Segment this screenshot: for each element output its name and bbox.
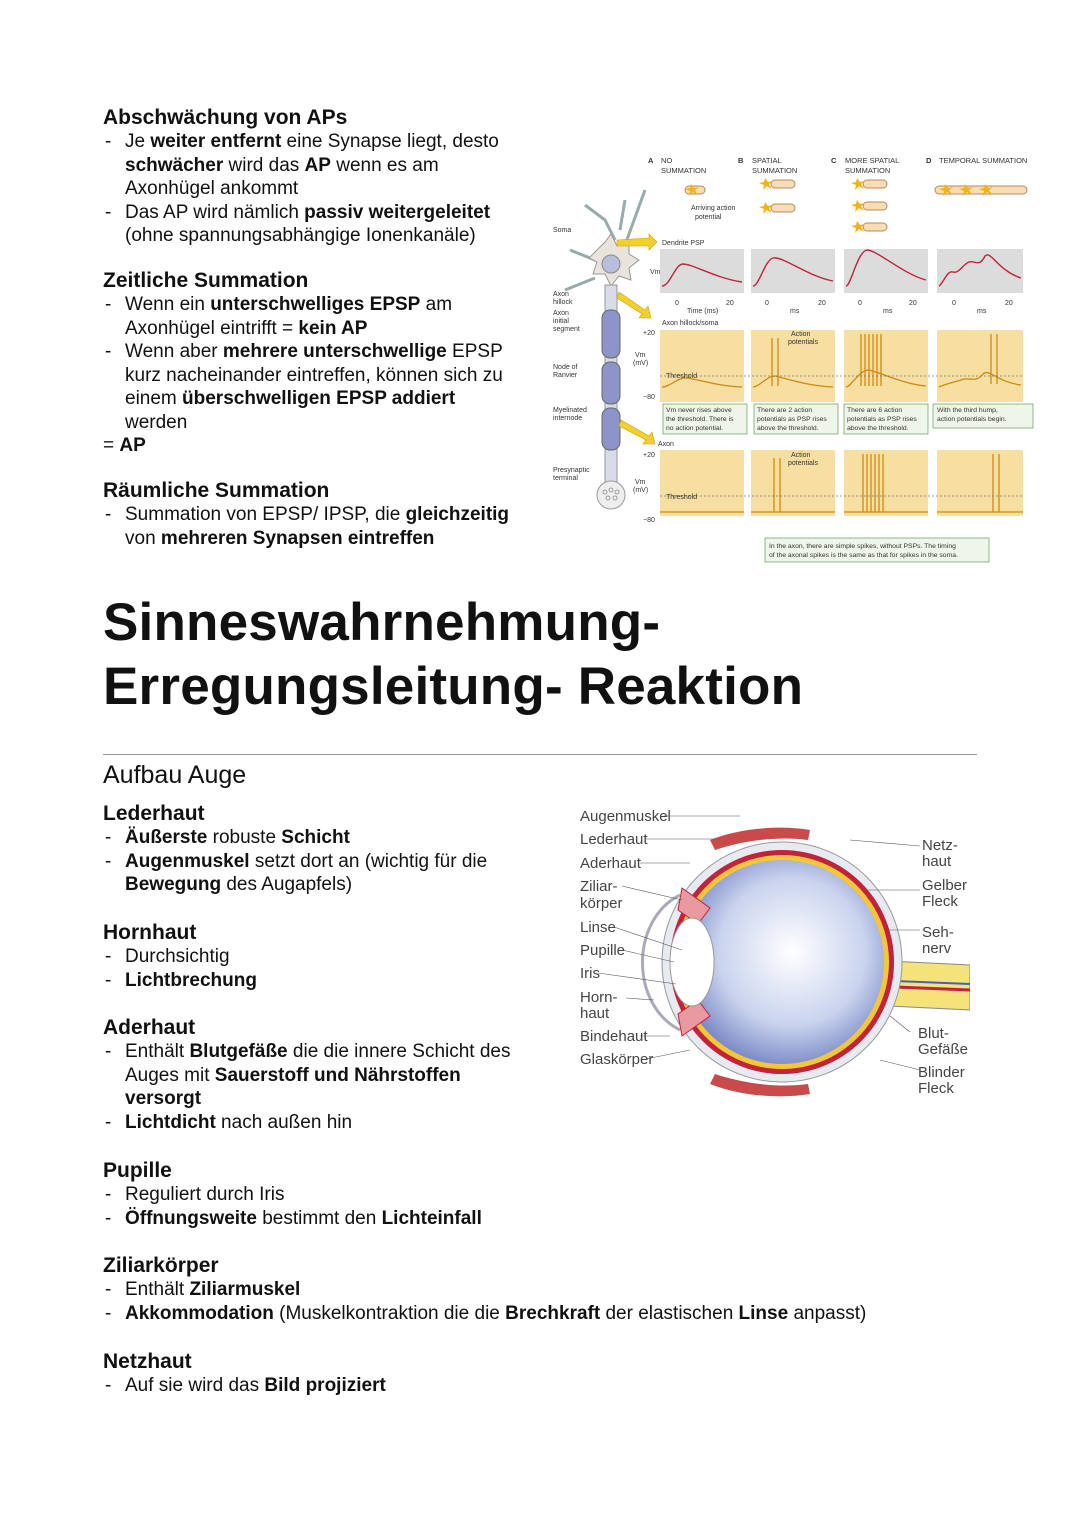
- svg-text:potentials as PSP rises: potentials as PSP rises: [847, 416, 917, 423]
- label-fleck: Fleck: [922, 893, 958, 910]
- svg-text:of the axonal spikes is the sa: of the axonal spikes is the same as that for spikes in the soma.: [769, 552, 958, 559]
- list-item: - Reguliert durch Iris: [103, 1183, 703, 1207]
- label-pupille: Pupille: [580, 942, 626, 959]
- threshold-label: Threshold: [666, 494, 698, 501]
- list-item-cont: Bewegung des Augapfels): [125, 874, 353, 895]
- label-augenmuskel: Augenmuskel: [580, 808, 671, 825]
- list-item: - Lichtbrechung: [103, 969, 553, 993]
- label-gelber: Gelber: [922, 877, 968, 894]
- col-b-label: B: [738, 156, 744, 165]
- myelinated-label: Myelinated: [553, 407, 587, 414]
- tick-label: 20: [1005, 300, 1013, 307]
- axis-label: +20: [643, 330, 655, 337]
- list-item-cont: einem überschwelligen EPSP addiert: [125, 388, 456, 409]
- section-title: Ziliarkörper: [103, 1254, 219, 1277]
- section-title: Aderhaut: [103, 1016, 196, 1039]
- tick-label: 0: [675, 300, 679, 307]
- axon-label: Axon: [658, 441, 674, 448]
- section-raeumliche-summation: [103, 479, 543, 550]
- label-blinder: Blinder: [918, 1064, 965, 1081]
- svg-text:no action potential.: no action potential.: [666, 425, 724, 432]
- vm-axis-label: Vm: [635, 352, 646, 359]
- section-ziliarkoerper: [103, 1254, 983, 1325]
- svg-text:In the axon, there are simple: In the axon, there are simple spikes, without PSPs. The timing: [769, 543, 956, 550]
- presynaptic-label: Presynaptic: [553, 467, 590, 474]
- list-item-cont: schwächer wird das AP wenn es am: [125, 154, 439, 176]
- arriving-label: Arriving action: [691, 205, 736, 212]
- list-item: - Summation von EPSP/ IPSP, die gleichzeitig: [103, 503, 543, 527]
- ap-label2: potentials: [788, 460, 818, 467]
- label-linse: Linse: [580, 919, 616, 936]
- col-c-title: MORE SPATIAL: [845, 156, 900, 165]
- section-title: Zeitliche Summation: [103, 269, 309, 292]
- section-title: Abschwächung von APs: [103, 106, 348, 129]
- panel: [937, 330, 1023, 402]
- list-item: - Lichtdicht nach außen hin: [103, 1111, 553, 1135]
- arrow-icon: [617, 292, 651, 318]
- label-netz: Netz-: [922, 837, 958, 854]
- panel: [844, 450, 928, 516]
- svg-text:With the third hump,: With the third hump,: [937, 407, 998, 414]
- presynaptic-label2: terminal: [553, 475, 578, 482]
- svg-text:There are 2 action: There are 2 action: [757, 407, 813, 414]
- subheading: Aufbau Auge: [103, 761, 247, 789]
- time-axis-label: Time (ms): [687, 308, 719, 315]
- list-item-cont: Axonhügel ankommt: [125, 178, 299, 199]
- arrow-icon: [619, 420, 655, 444]
- list-item-cont: Axonhügel eintrifft = kein AP: [125, 317, 368, 339]
- label-lederhaut: Lederhaut: [580, 831, 648, 848]
- panel: [660, 249, 744, 293]
- svg-text:the threshold. There is: the threshold. There is: [666, 416, 734, 423]
- svg-text:above the threshold.: above the threshold.: [847, 425, 909, 432]
- axon-hillock-label: Axon: [553, 291, 569, 298]
- section-aderhaut: [103, 1016, 553, 1134]
- hillock-soma-label: Axon hillock/soma: [662, 320, 719, 327]
- col-d-title: TEMPORAL SUMMATION: [939, 156, 1028, 165]
- col-c-title2: SUMMATION: [845, 166, 891, 175]
- col-d-label: D: [926, 156, 932, 165]
- axon-initial-label3: segment: [553, 326, 580, 333]
- ms-label: ms: [790, 308, 800, 315]
- vm-axis-label2: (mV): [633, 487, 649, 494]
- label-iris: Iris: [580, 965, 600, 982]
- panel: [660, 450, 744, 516]
- axon-hillock-label2: hillock: [553, 299, 573, 306]
- tick-label: 0: [765, 300, 769, 307]
- list-item: - Augenmuskel setzt dort an (wichtig für die: [103, 850, 553, 874]
- tick-label: 0: [952, 300, 956, 307]
- vm-axis-label: Vm: [635, 479, 646, 486]
- list-item: - Auf sie wird das Bild projiziert: [103, 1374, 703, 1398]
- lens: [670, 918, 714, 1006]
- label-nerv: nerv: [922, 940, 952, 957]
- axis-label: +20: [643, 452, 655, 459]
- summation-figure: [545, 150, 1040, 570]
- soma-panels: [660, 330, 1023, 402]
- svg-text:above the threshold.: above the threshold.: [757, 425, 819, 432]
- list-item-cont: von mehreren Synapsen eintreffen: [125, 527, 435, 549]
- label-haut: haut: [580, 1005, 610, 1022]
- svg-text:potentials as PSP rises: potentials as PSP rises: [757, 416, 827, 423]
- panel: [660, 330, 744, 402]
- col-b-title: SPATIAL: [752, 156, 782, 165]
- node-label2: Ranvier: [553, 372, 578, 379]
- list-item: - Öffnungsweite bestimmt den Lichteinfall: [103, 1207, 703, 1231]
- synapse-knob: [863, 180, 887, 188]
- section-abschwaechung: [103, 106, 543, 248]
- col-b-title2: SUMMATION: [752, 166, 798, 175]
- list-item: - Akkommodation (Muskelkontraktion die die Brechkraft der elastischen Linse anpasst): [103, 1302, 983, 1326]
- label-ziliar: Ziliar-: [580, 878, 618, 895]
- col-a-label: A: [648, 156, 654, 165]
- list-item-cont: Auges mit Sauerstoff und Nährstoffen: [125, 1064, 461, 1086]
- section-title: Lederhaut: [103, 802, 205, 825]
- label-seh: Seh-: [922, 924, 954, 941]
- list-item: - Wenn aber mehrere unterschwellige EPSP: [103, 340, 543, 364]
- panel: [937, 249, 1023, 293]
- svg-text:action potentials begin.: action potentials begin.: [937, 416, 1007, 423]
- divider: [103, 754, 977, 755]
- list-item: - Äußerste robuste Schicht: [103, 826, 553, 850]
- label-koerper: körper: [580, 895, 623, 912]
- panel: [844, 330, 928, 402]
- node-label: Node of: [553, 364, 578, 371]
- ms-label: ms: [977, 308, 987, 315]
- tick-label: 20: [726, 300, 734, 307]
- list-item-cont: kurz nacheinander eintreffen, können sich zu: [125, 364, 503, 386]
- ap-label: Action: [791, 331, 811, 338]
- ms-label: ms: [883, 308, 893, 315]
- panel: [937, 450, 1023, 516]
- col-a-title: NO: [661, 156, 673, 165]
- col-a-title2: SUMMATION: [661, 166, 707, 175]
- myelinated-label2: internode: [553, 415, 583, 422]
- list-item: - Enthält Ziliarmuskel: [103, 1278, 983, 1302]
- label-bindehaut: Bindehaut: [580, 1028, 648, 1045]
- ap-label: Action: [791, 452, 811, 459]
- title-line-1: Sinneswahrnehmung-: [103, 593, 661, 652]
- vm-axis-label2: (mV): [633, 360, 649, 367]
- axon-initial-label: Axon: [553, 310, 569, 317]
- arriving-label2: potential: [695, 214, 722, 221]
- label-fleck2: Fleck: [918, 1080, 954, 1097]
- tick-label: 20: [909, 300, 917, 307]
- axis-label: −80: [643, 394, 655, 401]
- synapse-knob: [771, 180, 795, 188]
- list-item: - Je weiter entfernt eine Synapse liegt, desto: [103, 130, 543, 154]
- section-pupille: [103, 1159, 703, 1230]
- section-title: Hornhaut: [103, 921, 197, 944]
- section-title: Netzhaut: [103, 1350, 192, 1373]
- synapse-knob: [863, 202, 887, 210]
- list-item-cont: werden: [125, 411, 188, 433]
- soma-label: Soma: [553, 227, 572, 234]
- list-item: - Durchsichtig: [103, 945, 553, 969]
- synapse-knob: [863, 223, 887, 231]
- ap-label2: potentials: [788, 339, 818, 346]
- axis-label: −80: [643, 517, 655, 524]
- col-c-label: C: [831, 156, 837, 165]
- svg-text:Vm never rises above: Vm never rises above: [666, 407, 732, 414]
- svg-text:There are 6 action: There are 6 action: [847, 407, 903, 414]
- label-glaskoerper: Glaskörper: [580, 1051, 654, 1068]
- vm-label: Vm: [650, 269, 661, 276]
- axon-panels: [660, 450, 1023, 516]
- tick-label: 20: [818, 300, 826, 307]
- section-hornhaut: [103, 921, 553, 992]
- tick-label: 0: [858, 300, 862, 307]
- result-line: = AP: [103, 435, 146, 456]
- title-line-2: Erregungsleitung- Reaktion: [103, 657, 804, 716]
- label-gefaesse: Gefäße: [918, 1041, 969, 1058]
- synapse-knob: [771, 204, 795, 212]
- label-netzhaut2: haut: [922, 853, 952, 870]
- eye-figure: [570, 800, 970, 1100]
- section-netzhaut: [103, 1350, 703, 1398]
- panel: [844, 249, 928, 293]
- section-title: Pupille: [103, 1159, 172, 1182]
- list-item: - Wenn ein unterschwelliges EPSP am: [103, 293, 543, 317]
- section-lederhaut: [103, 802, 553, 897]
- axon-initial-label2: initial: [553, 318, 569, 325]
- label-aderhaut: Aderhaut: [580, 855, 641, 872]
- neuron-drawing: [565, 190, 645, 509]
- section-zeitliche-summation: [103, 269, 543, 458]
- page-title: [103, 591, 803, 719]
- list-item: - Das AP wird nämlich passiv weitergeleitet: [103, 201, 543, 225]
- dendrite-panels: [660, 249, 1023, 293]
- list-item-cont: versorgt: [125, 1088, 202, 1109]
- list-item: - Enthält Blutgefäße die die innere Schicht des: [103, 1040, 553, 1064]
- section-title: Räumliche Summation: [103, 479, 330, 502]
- threshold-label: Threshold: [666, 373, 698, 380]
- list-item-cont: (ohne spannungsabhängige Ionenkanäle): [125, 225, 476, 246]
- label-blut: Blut-: [918, 1025, 949, 1042]
- label-horn: Horn-: [580, 989, 618, 1006]
- dendrite-label: Dendrite PSP: [662, 240, 705, 247]
